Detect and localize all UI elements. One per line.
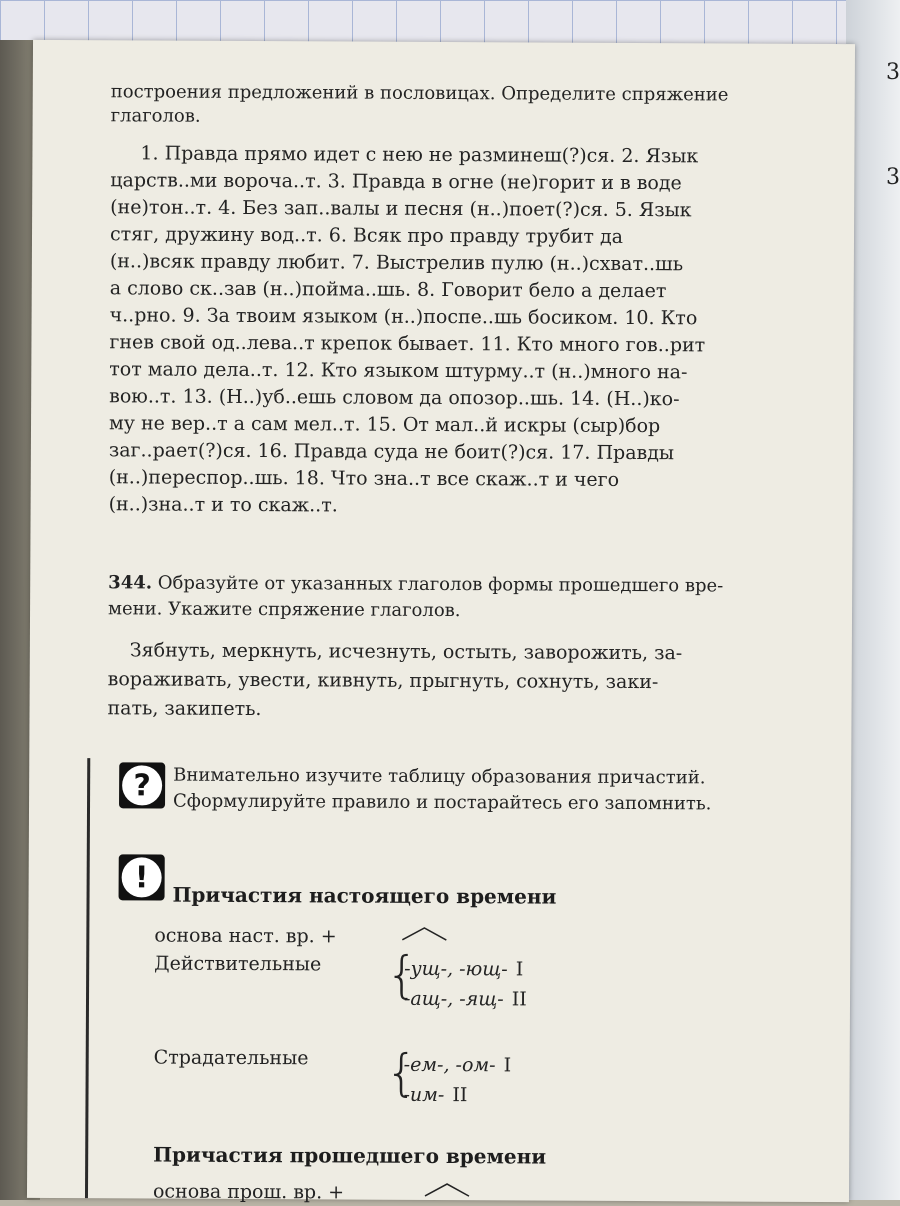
text-line: глаголов. [110, 105, 201, 127]
text-line: царств..ми вороча..т. 3. Правда в огне (не)горит и в воде [110, 169, 682, 195]
proverbs-paragraph [109, 140, 811, 522]
text-line: ч..рно. 9. За твоим языком (н..)поспе..шь босиком. 10. Кто [109, 304, 698, 330]
text-line: гнев свой од..лева..т крепок бывает. 11. Кто много гов..рит [109, 331, 706, 357]
tip-side-bar [85, 758, 90, 1198]
tip-text [173, 763, 853, 819]
suffix-row [404, 1054, 512, 1077]
text-line: пать, закипеть. [107, 697, 262, 721]
text-line: мени. Укажите спряжение глаголов. [108, 598, 461, 622]
spine-mark: 3 [886, 60, 900, 85]
text-line: (н..)зна..т и то скаж..т. [108, 493, 338, 517]
text-line: заг..рает(?)ся. 16. Правда суда не боит(?)ся. 17. Правды [108, 439, 675, 465]
exercise-number: 344. [108, 572, 153, 594]
text-line: (н..)переспор..шь. 18. Что зна..т все скаж..т и чего [108, 466, 620, 491]
conjugation: II [511, 988, 527, 1011]
present-participles-heading: Причастия настоящего времени [172, 882, 557, 909]
brace: { [385, 945, 419, 1004]
brace: { [385, 1043, 418, 1102]
text-line: построения предложений в пословицах. Определите спряжение [110, 81, 729, 106]
svg-text:?: ? [133, 768, 151, 804]
passive-label: Страдательные [153, 1046, 309, 1070]
suffix: -ащ-, -ящ- [403, 987, 504, 1011]
text-line: Сформулируйте правило и постарайтесь его запомнить. [172, 790, 712, 815]
root-arc-mark [400, 926, 448, 942]
text-line: стяг, дружину вод..т. 6. Всяк про правду трубит да [109, 223, 624, 248]
suffix-row [404, 958, 523, 981]
conjugation: II [452, 1084, 468, 1107]
suffix-row [403, 1084, 467, 1106]
root-arc-mark [423, 1182, 471, 1198]
text-line: а слово ск..зав (н..)пойма..шь. 8. Говорит бело а делает [109, 277, 667, 303]
exercise-344-verbs [107, 636, 807, 727]
book-page [27, 40, 855, 1202]
conjugation: I [515, 958, 524, 981]
text-line: Зябнуть, меркнуть, исчезнуть, остыть, заворожить, за- [129, 639, 683, 665]
question-mark-icon [119, 762, 165, 808]
past-participles-heading: Причастия прошедшего времени [153, 1142, 547, 1169]
text-line: 1. Правда прямо идет с нею не разминеш(?)ся. 2. Язык [140, 142, 699, 168]
suffix: -им- [403, 1083, 445, 1107]
exclamation-icon [119, 854, 165, 900]
text-line: тот мало дела..т. 12. Кто языком штурму..т (н..)много на- [109, 358, 688, 384]
suffix-row [404, 988, 527, 1011]
exercise-344-task [108, 570, 808, 626]
suffix: -ем-, -ом- [403, 1053, 496, 1077]
intro-paragraph [111, 80, 811, 132]
past-base-label: основа прош. вр. + [152, 1180, 345, 1204]
text-line: Образуйте от указанных глаголов формы прошедшего вре- [157, 572, 724, 597]
text-line: (не)тон..т. 4. Без зап..валы и песня (н..)поет(?)ся. 5. Язык [110, 196, 692, 222]
spine-mark: 3 [886, 165, 900, 190]
svg-text:!: ! [134, 860, 149, 896]
text-line: му не вер..т а сам мел..т. 15. От мал..й искры (сыр)бор [108, 412, 661, 438]
text-line: (н..)всяк правду любит. 7. Выстрелив пулю (н..)схват..шь [109, 250, 684, 276]
present-base-label: основа наст. вр. + [154, 924, 337, 948]
text-line: вораживать, увести, кивнуть, прыгнуть, сохнуть, заки- [107, 668, 659, 694]
conjugation: I [503, 1054, 512, 1077]
text-line: вою..т. 13. (Н..)уб..ешь словом да опозор..шь. 14. (Н..)ко- [109, 385, 680, 411]
active-label: Действительные [154, 952, 322, 976]
text-line: Внимательно изучите таблицу образования причастий. [173, 764, 706, 789]
suffix: -ущ-, -ющ- [404, 957, 508, 981]
